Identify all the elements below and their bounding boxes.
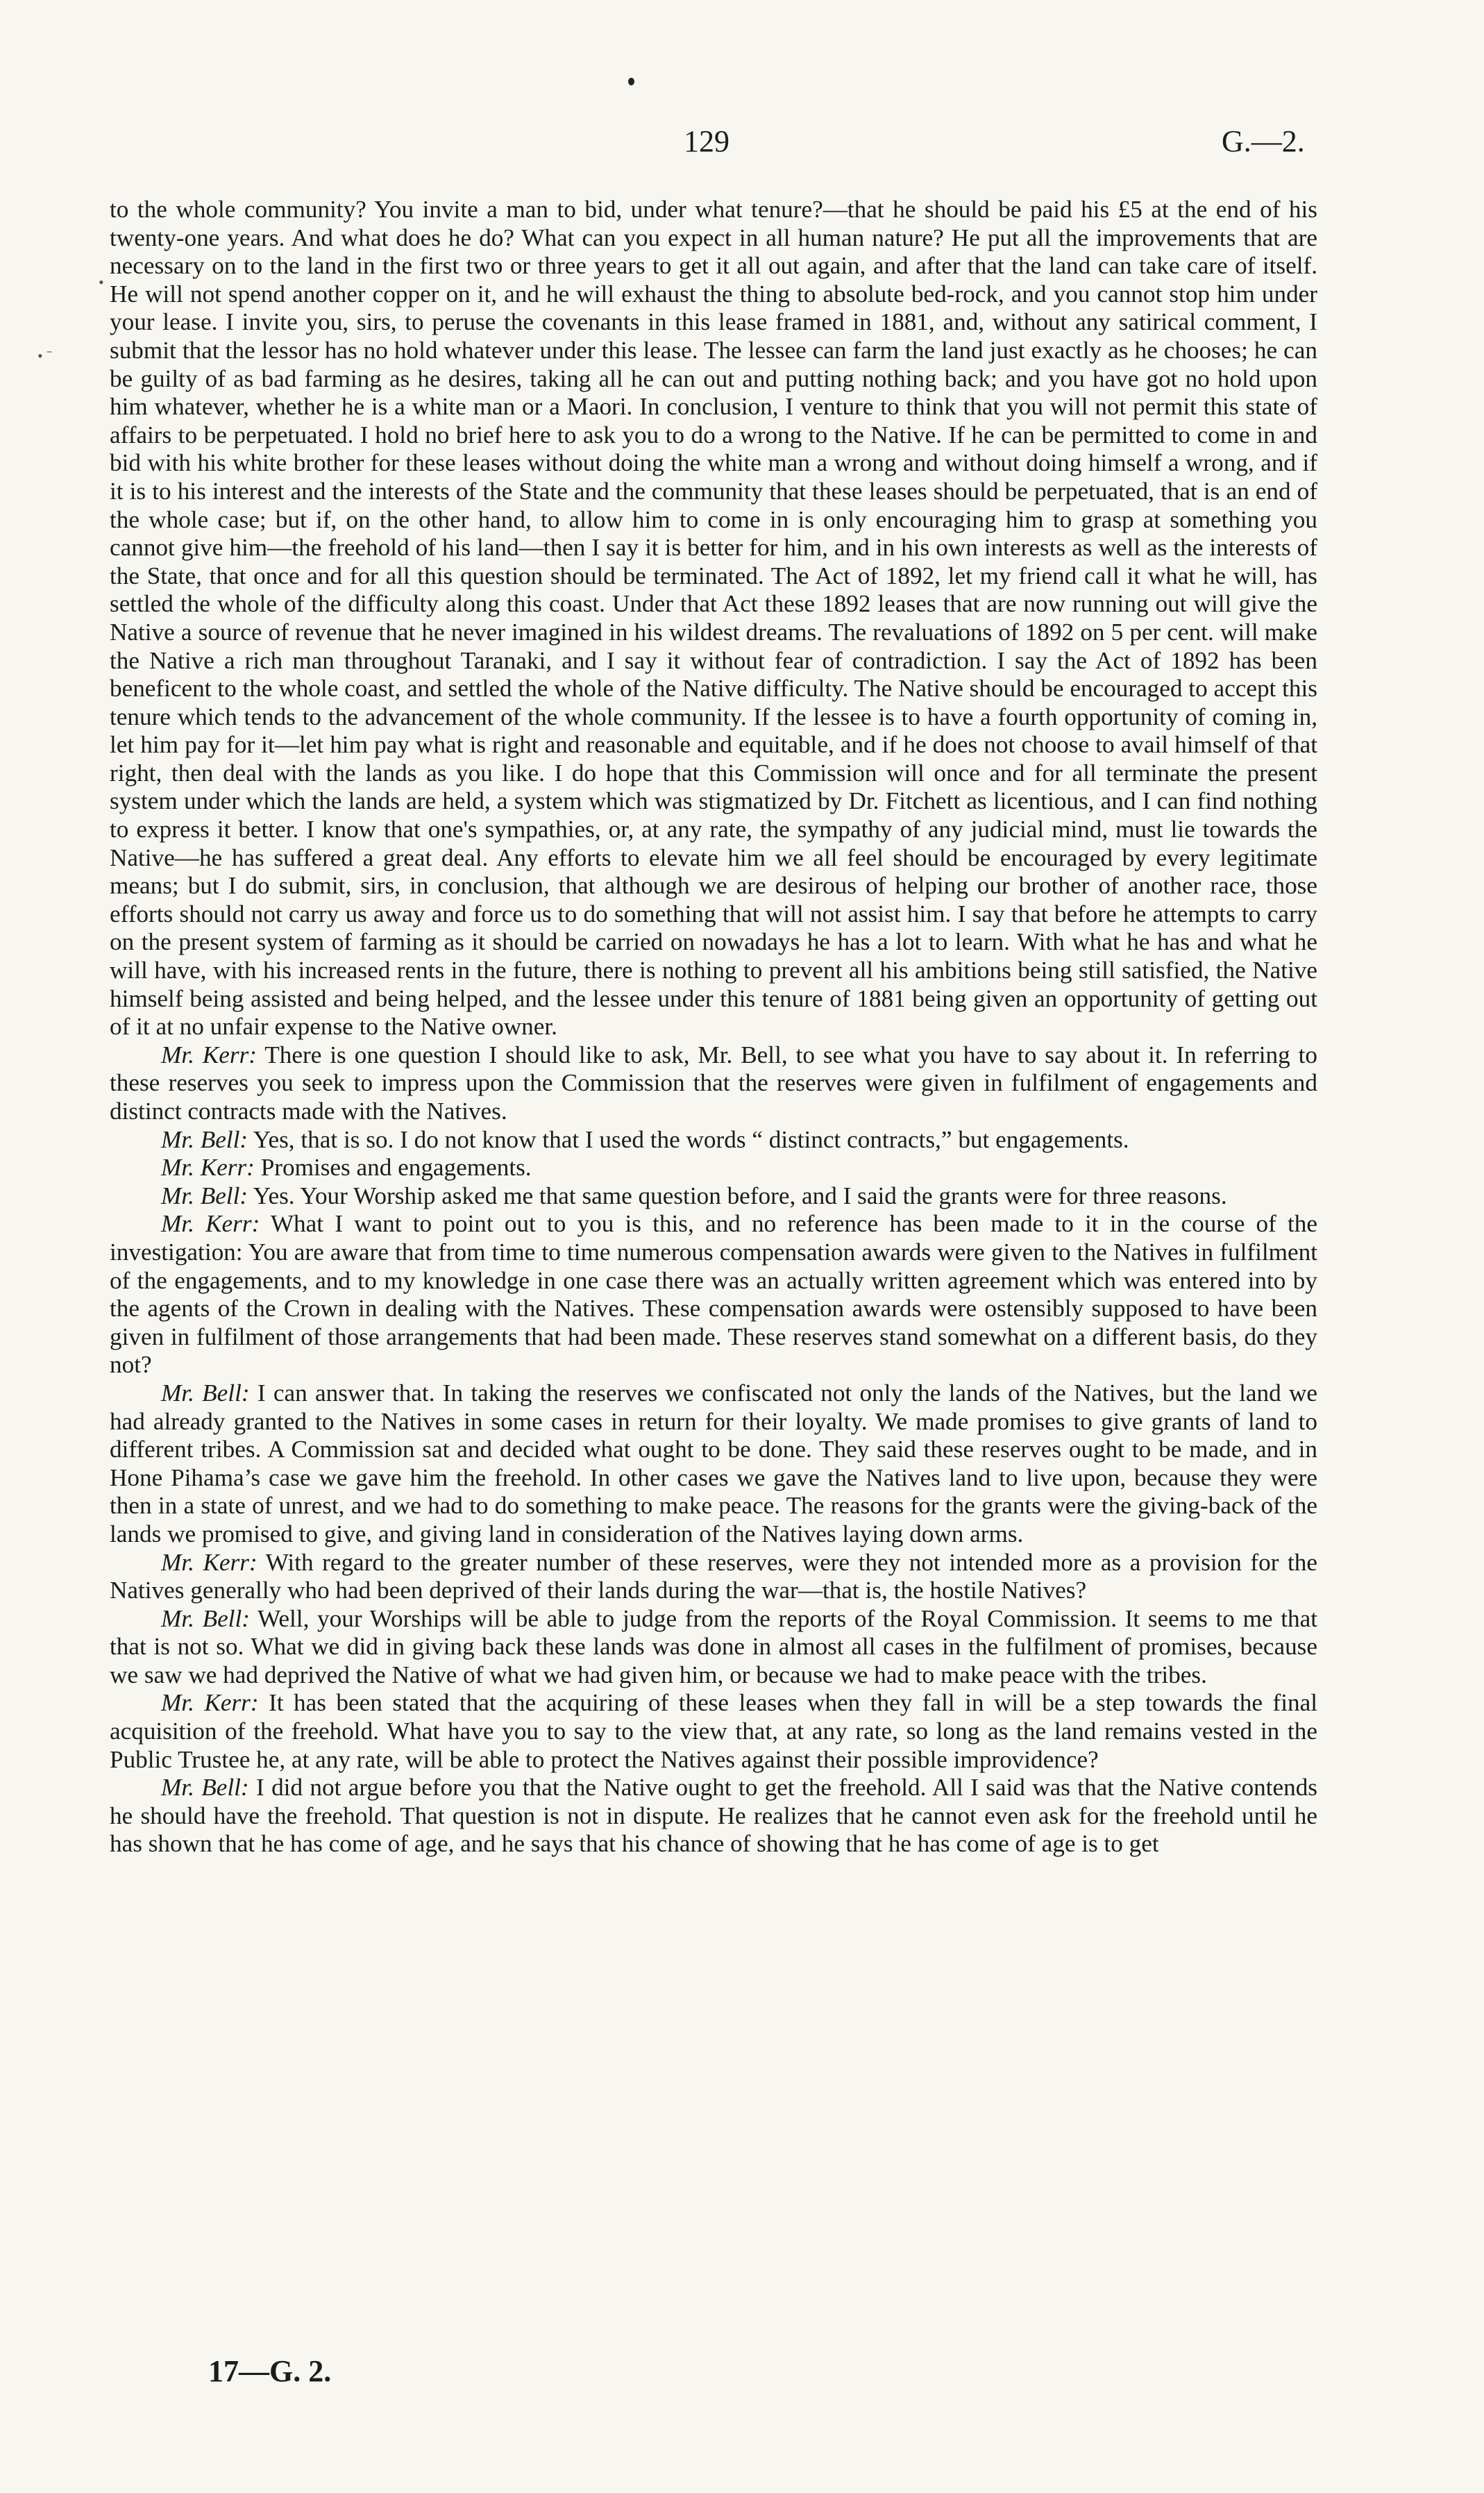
speech-text: Promises and engagements. — [260, 1154, 532, 1182]
margin-mark: • — [99, 274, 104, 291]
exchange-paragraph — [110, 1605, 1317, 1690]
exchange-paragraph — [110, 1154, 1317, 1182]
exchange-paragraph — [110, 1549, 1317, 1605]
speech-text: I can answer that. In taking the reserves we confiscated not only the lands of the Natives, but the land we had already granted to the Natives in some cases in return for their loyalty. We made promises to give grants of land to different tribes. A Commission sat and decided what ought to be done. They said these reserves ought to be made, and in Hone Pihama’s case we gave him the freehold. In other cases we gave the Natives land to live upon, because they were then in a state of unrest, and we had to do something to make peace. The reasons for the grants were the giving-back of the lands we promised to give, and giving land in consideration of the Natives laying down arms. — [110, 1379, 1317, 1547]
signature-line: 17—G. 2. — [208, 2354, 332, 2388]
speech-text: Yes, that is so. I do not know that I used the words “ distinct contracts,” but engagements. — [253, 1125, 1129, 1153]
opening-paragraph: to the whole community? You invite a man to bid, under what tenure?—that he should be paid his £5 at the end of his twenty-one years. And what does he do? What can you expect in all human nature? He put all the improvements that are necessary on to the land in the first two or three years to get it all out again, and after that the land can take care of itself. He will not spend another copper on it, and he will exhaust the thing to absolute bed-rock, and you cannot stop him under your lease. I invite you, sirs, to peruse the covenants in this lease framed in 1881, and, without any satirical comment, I submit that the lessor has no hold whatever under this lease. The lessee can farm the land just exactly as he chooses; he can be guilty of as bad farming as he desires, taking all he can out and putting nothing back; and you have got no hold upon him whatever, whether he is a white man or a Maori. In conclusion, I venture to think that you will not permit this state of affairs to be perpetuated. I hold no brief here to ask you to do a wrong to the Native. If he can be permitted to come in and bid with his white brother for these leases without doing the white man a wrong and without doing himself a wrong, and if it is to his interest and the interests of the State and the community that these leases should be perpetuated, that is an end of the whole case; but if, on the other hand, to allow him to come in is only encouraging him to grasp at something you cannot give him—the freehold of his land—then I say it is better for him, and in his own interests as well as the interests of the State, that once and for all this question should be terminated. The Act of 1892, let my friend call it what he will, has settled the whole of the difficulty along this coast. Under that Act these 1892 leases that are now running out will give the Native a source of revenue that he never imagined in his wildest dreams. The revaluations of 1892 on 5 per cent. will make the Native a rich man throughout Taranaki, and I say it without fear of contradiction. I say the Act of 1892 has been beneficent to the whole coast, and settled the whole of the Native difficulty. The Native should be encouraged to accept this tenure which tends to the advancement of the whole community. If the lessee is to have a fourth opportunity of coming in, let him pay for it—let him pay what is right and reasonable and equitable, and if he does not choose to avail himself of that right, then deal with the lands as you like. I do hope that this Commission will once and for all terminate the present system under which the lands are held, a system which was stigmatized by Dr. Fitchett as licentious, and I can find nothing to express it better. I know that one's sympathies, or, at any rate, the sympathy of any judicial mind, must lie towards the Native—he has suffered a great deal. Any efforts to elevate him we all feel should be encouraged by every legitimate means; but I do submit, sirs, in conclusion, that although we are desirous of helping our brother of another race, those efforts should not carry us away and force us to do something that will not assist him. I say that before he attempts to carry on the present system of farming as it should be carried on nowadays he has a lot to learn. With what he has and what he will have, with his increased rents in the future, there is nothing to prevent all his ambitions being still satisfied, the Native himself being assisted and being helped, and the lessee under this tenure of 1881 being given an opportunity of getting out of it at no unfair expense to the Native owner. — [110, 196, 1317, 1041]
document-body — [110, 196, 1317, 1858]
page-number: 129 — [684, 124, 730, 158]
document-code: G.—2. — [1222, 124, 1305, 158]
exchange-paragraph — [110, 1774, 1317, 1858]
exchange-paragraph — [110, 1126, 1317, 1155]
speaker-label: Mr. Bell: — [161, 1604, 250, 1632]
speaker-label: Mr. Kerr: — [161, 1689, 259, 1717]
speech-text: Yes. Your Worship asked me that same question before, and I said the grants were for three reasons. — [253, 1182, 1227, 1209]
speech-text: I did not argue before you that the Native ought to get the freehold. All I said was that the Native contends he should have the freehold. That question is not in dispute. He realizes that he cannot even ask for the freehold until he has shown that he has come of age, and he says that his chance of showing that he has come of age is to get — [110, 1774, 1317, 1858]
speaker-label: Mr. Bell: — [161, 1379, 250, 1407]
speech-text: What I want to point out to you is this, and no reference has been made to it in the course of the investigation: You are aware that from time to time numerous compensation awards were given to the Natives in fulfilment of the engagements, and to my knowledge in one case there was an actually written agreement which was entered into by the agents of the Crown in dealing with the Natives. These compensation awards were ostensibly supposed to have been given in fulfilment of those arrangements that had been made. These reserves stand somewhat on a different basis, do they not? — [110, 1210, 1317, 1379]
speech-text: It has been stated that the acquiring of these leases when they fall in will be a step towards the final acquisition of the freehold. What have you to say to the view that, at any rate, so long as the land remains vested in the Public Trustee he, at any rate, will be able to protect the Natives against their possible improvidence? — [110, 1689, 1318, 1773]
speech-text: There is one question I should like to ask, Mr. Bell, to see what you have to say about it. In referring to these reserves you seek to impress upon the Commission that the reserves were given in fulfilment of engagements and distinct contracts made with the Natives. — [110, 1041, 1317, 1125]
ink-dot — [628, 78, 634, 85]
exchange-paragraph — [110, 1210, 1317, 1379]
speaker-label: Mr. Bell: — [161, 1774, 249, 1802]
speaker-label: Mr. Bell: — [161, 1182, 248, 1209]
exchange-paragraph — [110, 1182, 1317, 1211]
exchange-paragraph — [110, 1379, 1317, 1549]
speaker-label: Mr. Kerr: — [161, 1041, 258, 1068]
margin-mark: • ˉ — [37, 347, 52, 364]
speaker-label: Mr. Kerr: — [161, 1154, 255, 1182]
speaker-label: Mr. Kerr: — [161, 1548, 258, 1576]
page-header — [0, 124, 1484, 165]
speaker-label: Mr. Kerr: — [161, 1210, 260, 1238]
exchange-paragraph — [110, 1689, 1317, 1774]
speech-text: Well, your Worships will be able to judge from the reports of the Royal Commission. It seems to me that that is not so. What we did in giving back these lands was done in almost all cases in the fulfilment of promises, because we saw we had deprived the Native of what we had given him, or because we had to make peace with the tribes. — [110, 1604, 1317, 1688]
speaker-label: Mr. Bell: — [161, 1125, 248, 1153]
speech-text: With regard to the greater number of these reserves, were they not intended more as a provision for the Natives generally who had been deprived of their lands during the war—that is, the hostile Natives? — [110, 1548, 1318, 1604]
exchange-paragraph — [110, 1041, 1317, 1126]
